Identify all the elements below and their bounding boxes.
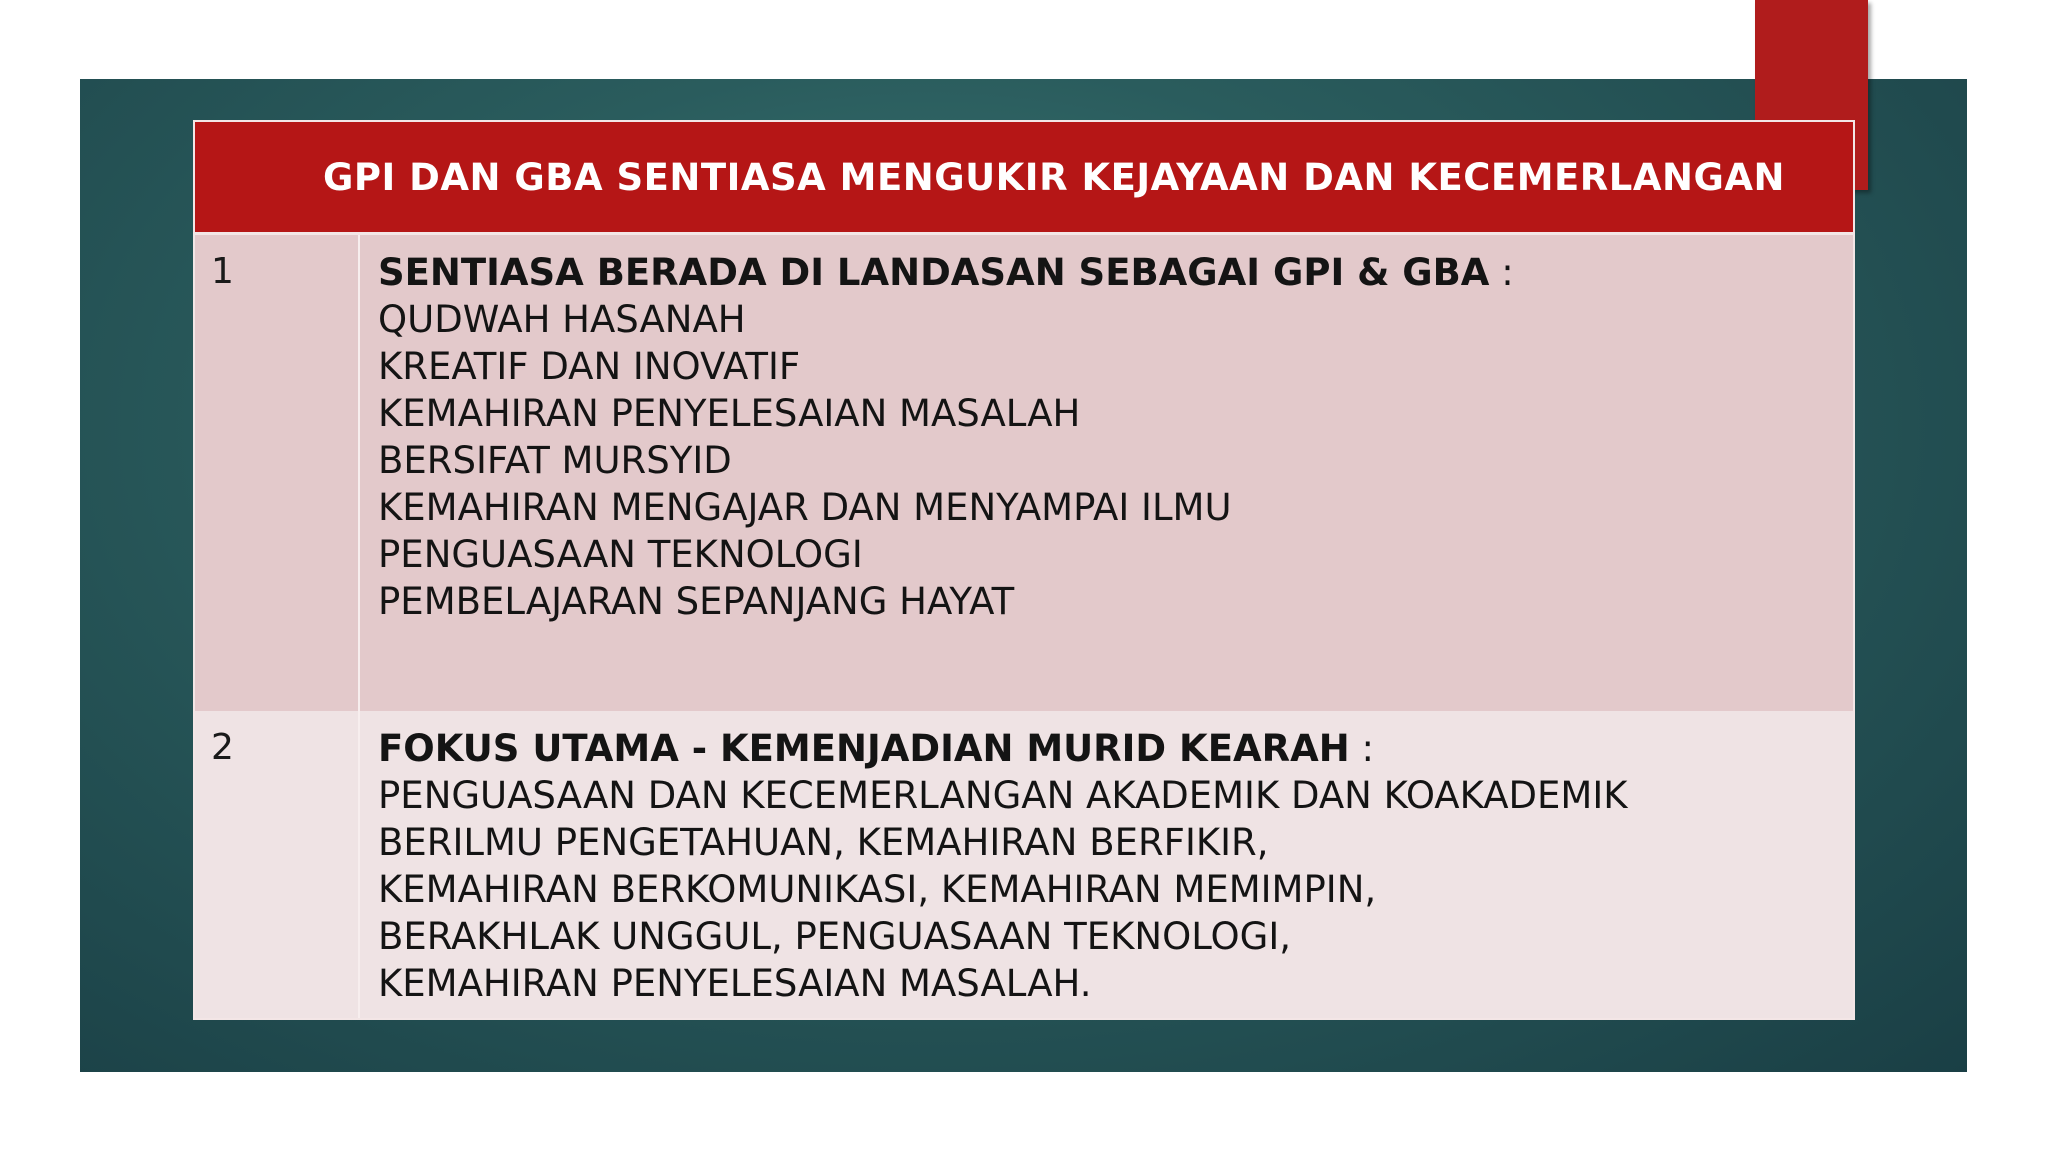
list-item: KEMAHIRAN PENYELESAIAN MASALAH. (378, 962, 1092, 1005)
list-item: PENGUASAAN TEKNOLOGI (378, 533, 863, 576)
table-title: GPI DAN GBA SENTIASA MENGUKIR KEJAYAAN DAN KECEMERLANGAN (323, 155, 1785, 199)
row-number: 1 (195, 235, 360, 824)
row-heading (378, 725, 1833, 772)
row-content (378, 249, 1833, 625)
row-heading-suffix: : (1349, 727, 1374, 770)
row-number: 2 (195, 711, 360, 1018)
list-item: QUDWAH HASANAH (378, 298, 746, 341)
row-heading-suffix: : (1489, 251, 1514, 294)
row-heading-text: SENTIASA BERADA DI LANDASAN SEBAGAI GPI & GBA (378, 251, 1490, 294)
content-table (193, 120, 1855, 1020)
row-heading-text: FOKUS UTAMA - KEMENJADIAN MURID KEARAH (378, 727, 1350, 770)
row-heading (378, 249, 1833, 296)
list-item: BERSIFAT MURSYID (378, 439, 732, 482)
list-item: KEMAHIRAN BERKOMUNIKASI, KEMAHIRAN MEMIMPIN, (378, 868, 1377, 911)
table-header (195, 122, 1853, 235)
list-item: KREATIF DAN INOVATIF (378, 345, 801, 388)
row-content (378, 725, 1833, 1007)
list-item: KEMAHIRAN MENGAJAR DAN MENYAMPAI ILMU (378, 486, 1232, 529)
list-item: BERAKHLAK UNGGUL, PENGUASAAN TEKNOLOGI, (378, 915, 1291, 958)
list-item: PENGUASAAN DAN KECEMERLANGAN AKADEMIK DAN KOAKADEMIK (378, 774, 1628, 817)
list-item: BERILMU PENGETAHUAN, KEMAHIRAN BERFIKIR, (378, 821, 1269, 864)
list-item: PEMBELAJARAN SEPANJANG HAYAT (378, 580, 1015, 623)
table-row (195, 711, 1853, 1018)
list-item: KEMAHIRAN PENYELESAIAN MASALAH (378, 392, 1081, 435)
